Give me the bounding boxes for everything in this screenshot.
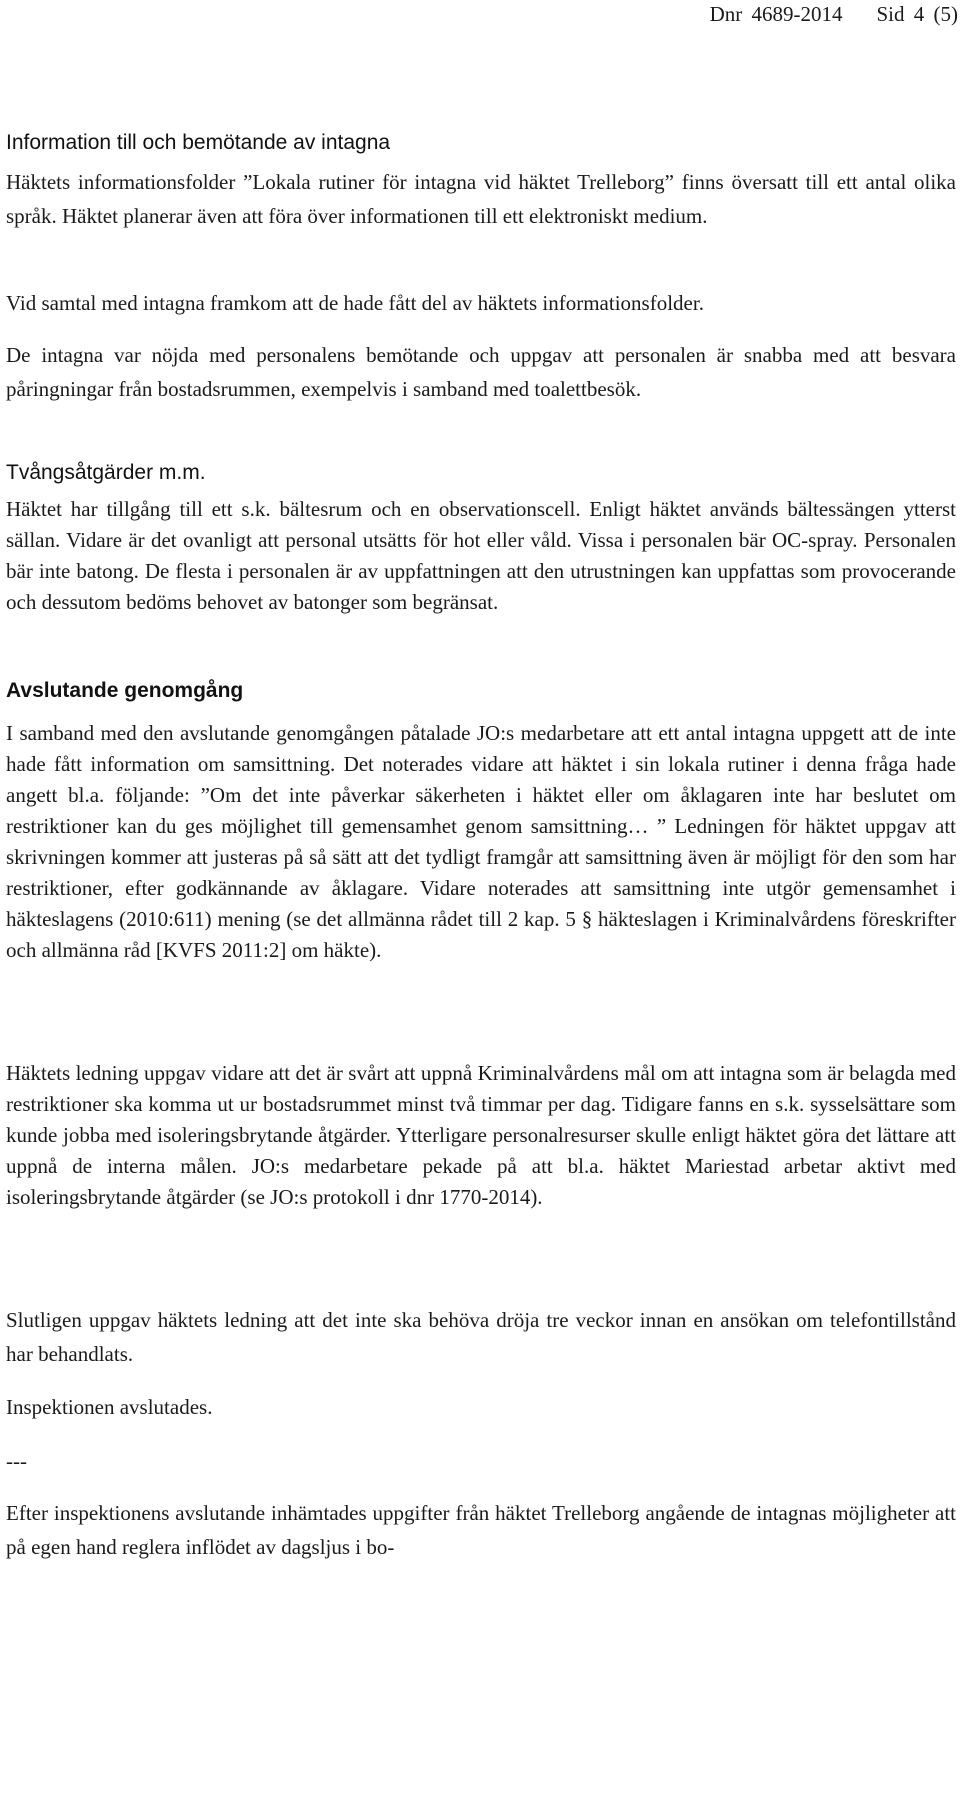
section-heading-avslutande: Avslutande genomgång	[6, 679, 244, 702]
page-header	[676, 2, 958, 27]
paragraph-restriktioner: Häktets ledning uppgav vidare att det är svårt att uppnå Kriminalvårdens mål om att intagna som är belagda med restriktioner ska komma ut ur bostadsrummet minst två timmar per dag. Tidigare fanns en s.k. sysselsättare som kunde jobba med isoleringsbrytande åtgärder. Ytterligare personalresurser skulle enligt häktet göra det lättare att uppnå de interna målen. JO:s medarbetare pekade på att bl.a. häktet Mariestad arbetar aktivt med isoleringsbrytande åtgärder (se JO:s protokoll i dnr 1770-2014).	[6, 1061, 956, 1209]
section-heading-information: Information till och bemötande av intagna	[6, 131, 391, 154]
paragraph-dagsljus: Efter inspektionens avslutande inhämtades uppgifter från häktet Trelleborg angående de intagnas möjligheter att på egen hand reglera inflödet av dagsljus i bo-	[6, 1501, 956, 1559]
diary-number: Dnr 4689-2014	[709, 2, 843, 26]
paragraph-baltesrum: Häktet har tillgång till ett s.k. bältesrum och en observationscell. Enligt häktet används bältessängen ytterst sällan. Vidare är det ovanligt att personal utsätts för hot eller våld. Vissa i personalen bär OC-spray. Personalen bär inte batong. De flesta i personalen är av uppfattningen att den utrustningen kan uppfattas som provocerande och dessutom bedöms behovet av batonger som begränsat.	[6, 497, 956, 614]
paragraph-informationsfolder: Häktets informationsfolder ”Lokala rutiner för intagna vid häktet Trelleborg” finns översatt till ett antal olika språk. Häktet planerar även att föra över informationen till ett elektroniskt medium.	[6, 170, 956, 228]
paragraph-samtal: Vid samtal med intagna framkom att de hade fått del av häktets informationsfolder.	[6, 291, 704, 315]
paragraph-samsittning: I samband med den avslutande genomgången påtalade JO:s medarbetare att ett antal intagna uppgett att de inte hade fått information om samsittning. Det noterades vidare att häktet i sin lokala rutiner i denna fråga hade angett bl.a. följande: ”Om det inte påverkar säkerheten i häktet eller om åklagaren inte har beslutet om restriktioner kan du ges möjlighet till gemensamhet genom samsittning… ” Ledningen för häktet uppgav att skrivningen kommer att justeras på så sätt att det tydligt framgår att samsittning även är möjligt för den som har restriktioner, efter godkännande av åklagare. Vidare noterades att samsittning inte utgör gemensamhet i häkteslagens (2010:611) mening (se det allmänna rådet till 2 kap. 5 § häkteslagen i Kriminalvårdens föreskrifter och allmänna råd [KVFS 2011:2] om häkte).	[6, 721, 956, 962]
paragraph-bemotande: De intagna var nöjda med personalens bemötande och uppgav att personalen är snabba med att besvara påringningar från bostadsrummen, exempelvis i samband med toalettbesök.	[6, 343, 956, 401]
page-number: Sid 4 (5)	[876, 2, 958, 26]
paragraph-avslutades: Inspektionen avslutades.	[6, 1395, 213, 1419]
paragraph-telefontillstand: Slutligen uppgav häktets ledning att det inte ska behöva dröja tre veckor innan en ansökan om telefontillstånd har behandlats.	[6, 1308, 956, 1366]
section-heading-tvangsatgarder: Tvångsåtgärder m.m.	[6, 461, 206, 484]
separator-dashes: ---	[6, 1449, 27, 1473]
